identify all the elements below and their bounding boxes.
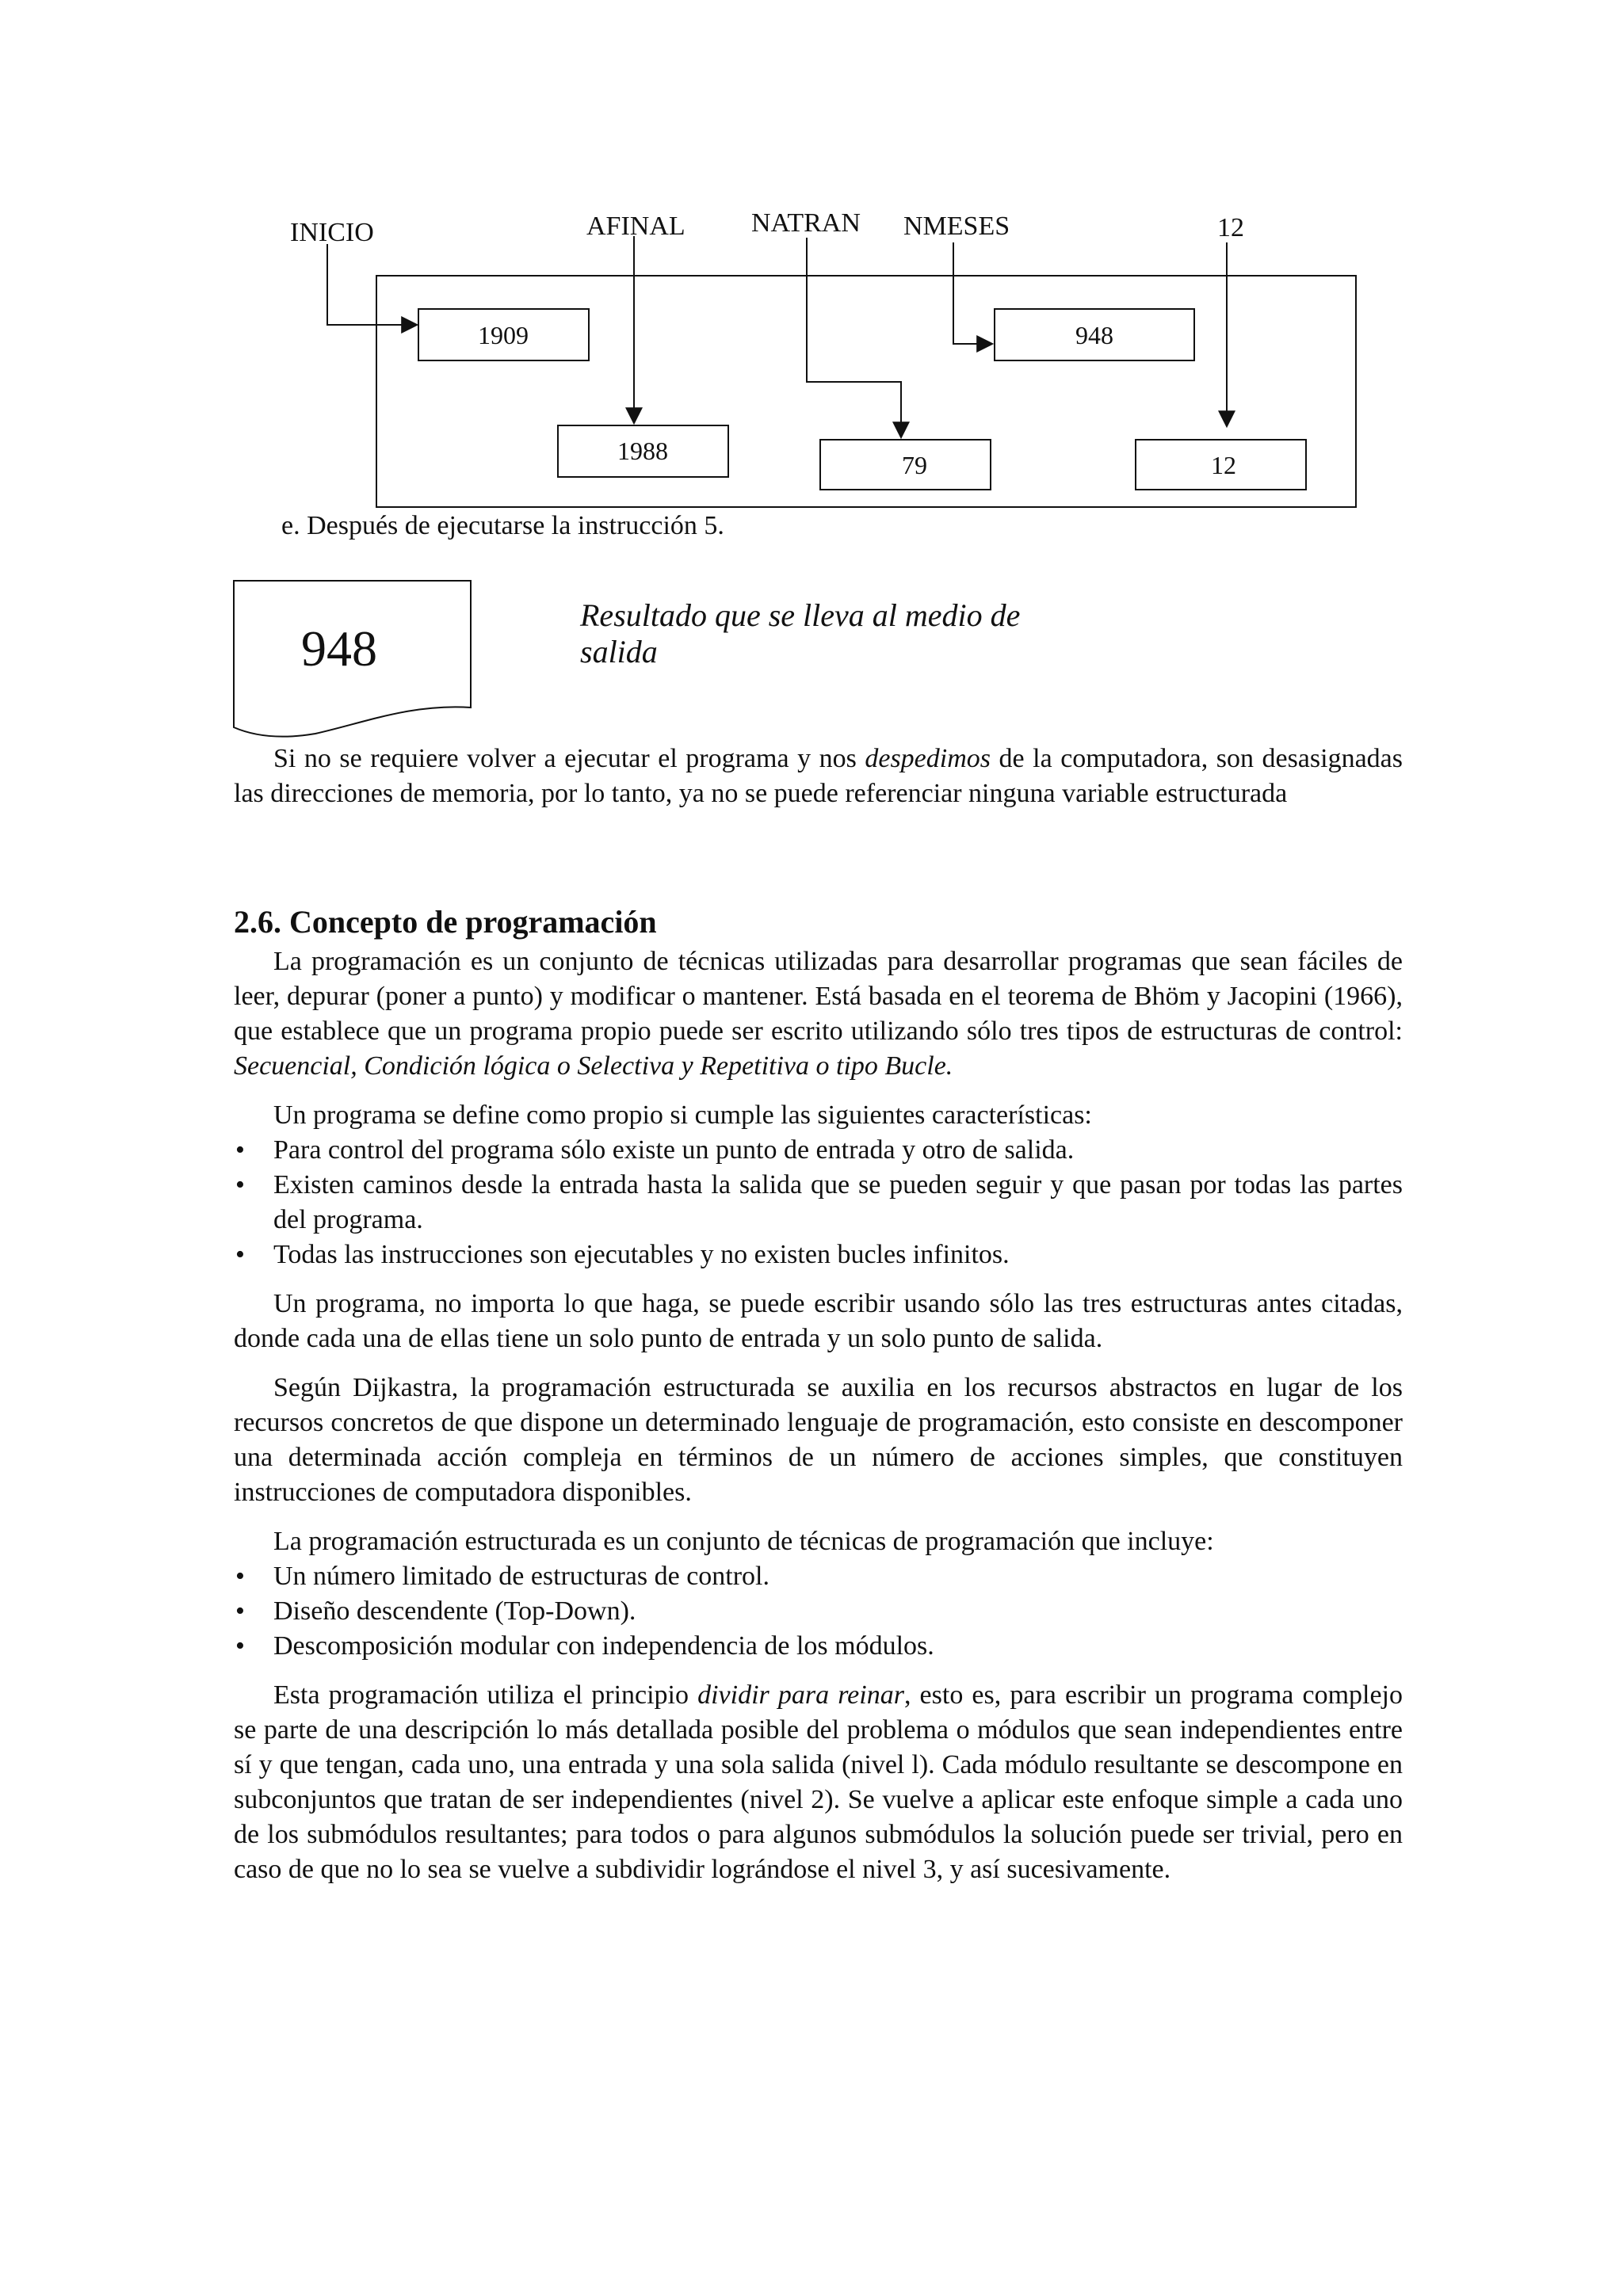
list-item: • Descomposición modular con independencia de los módulos. [234,1629,1403,1664]
intro-block [234,742,1403,811]
p6-emphasis: dividir para reinar [697,1680,904,1710]
output-description: Resultado que se lleva al medio de salida [580,597,1021,669]
cell-afinal-value: 1988 [617,437,668,465]
list-item: • Todas las instrucciones son ejecutables y no existen bucles infinitos. [234,1238,1403,1272]
label-twelve: 12 [1217,213,1244,242]
cell-natran-value: 79 [902,451,927,479]
output-value: 948 [301,620,377,677]
intro-text-a: Si no se requiere volver a ejecutar el programa y nos [273,744,865,773]
label-natran: NATRAN [751,208,861,238]
intro-paragraph [234,742,1403,811]
p6-text-b: , esto es, para escribir un programa complejo se parte de una descripción lo más detallada posible del problema o módulos que sean independientes entre sí y que tengan, cada uno, una entrada y una sola salida (nivel l). Cada módulo resultante se descompone en subconjuntos que tratan de ser independientes (nivel 2). Se vuelve a aplicar este enfoque simple a cada uno de los submódulos resultantes; para todos o para algunos submódulos la solución puede ser trivial, pero en caso de que no lo sea se vuelve a subdividir lográndose el nivel 3, y así sucesivamente. [234,1680,1403,1884]
cell-nmeses-value: 948 [1075,321,1113,349]
list-item: • Existen caminos desde la entrada hasta la salida que se pueden seguir y que pasan por todas las partes del programa. [234,1168,1403,1238]
intro-emphasis: despedimos [865,744,991,773]
label-nmeses: NMESES [903,212,1010,241]
p1-text: La programación es un conjunto de técnicas utilizadas para desarrollar programas que sean fáciles de leer, depurar (poner a punto) y modificar o mantener. Está basada en el teorema de Bhöm y Jacopini (1966), que establece que un programa propio puede ser escrito utilizando sólo tres tipos de estructuras de control: [234,947,1403,1046]
p6-text-a: Esta programación utiliza el principio [273,1680,698,1710]
section-paragraph-6 [234,1678,1403,1887]
label-inicio: INICIO [290,218,374,247]
section-block [234,900,1403,1887]
list-item: • Para control del programa sólo existe un punto de entrada y otro de salida. [234,1133,1403,1168]
diagram-caption: e. Después de ejecutarse la instrucción 5. [281,511,724,540]
section-paragraph-1 [234,944,1403,1084]
arrow-inicio [327,244,417,325]
cell-inicio-value: 1909 [478,321,529,349]
section-title: 2.6. Concepto de programación [234,904,657,940]
list-item: • Un número limitado de estructuras de control. [234,1559,1403,1594]
section-paragraph-3: Un programa, no importa lo que haga, se puede escribir usando sólo las tres estructuras antes citadas, donde cada una de ellas tiene un solo punto de entrada y un solo punto de salida. [234,1289,1403,1353]
p1-emphasis: Secuencial, Condición lógica o Selectiva y Repetitiva o tipo Bucle. [234,1051,953,1081]
label-afinal: AFINAL [586,212,685,241]
arrow-natran [807,238,901,437]
section-paragraph-4: Según Dijkastra, la programación estructurada se auxilia en los recursos abstractos en lugar de los recursos concretos de que dispone un determinado lenguaje de programación, esto consiste en descomponer una determinada acción compleja en términos de un número de acciones simples, que constituyen instrucciones de computadora disponibles. [234,1373,1403,1507]
arrow-nmeses [953,242,992,344]
techniques-list [234,1559,1403,1664]
intro-text-b: de la computadora, son desasignadas las direcciones de memoria, por lo tanto, ya no se puede referenciar ninguna variable estructurada [234,744,1403,808]
cell-twelve-value: 12 [1211,451,1236,479]
section-paragraph-5: La programación estructurada es un conjunto de técnicas de programación que incluye: [273,1527,1214,1556]
memory-frame [376,276,1356,507]
characteristics-list [234,1133,1403,1272]
section-paragraph-2: Un programa se define como propio si cumple las siguientes características: [273,1100,1092,1130]
list-item: • Diseño descendente (Top-Down). [234,1594,1403,1629]
